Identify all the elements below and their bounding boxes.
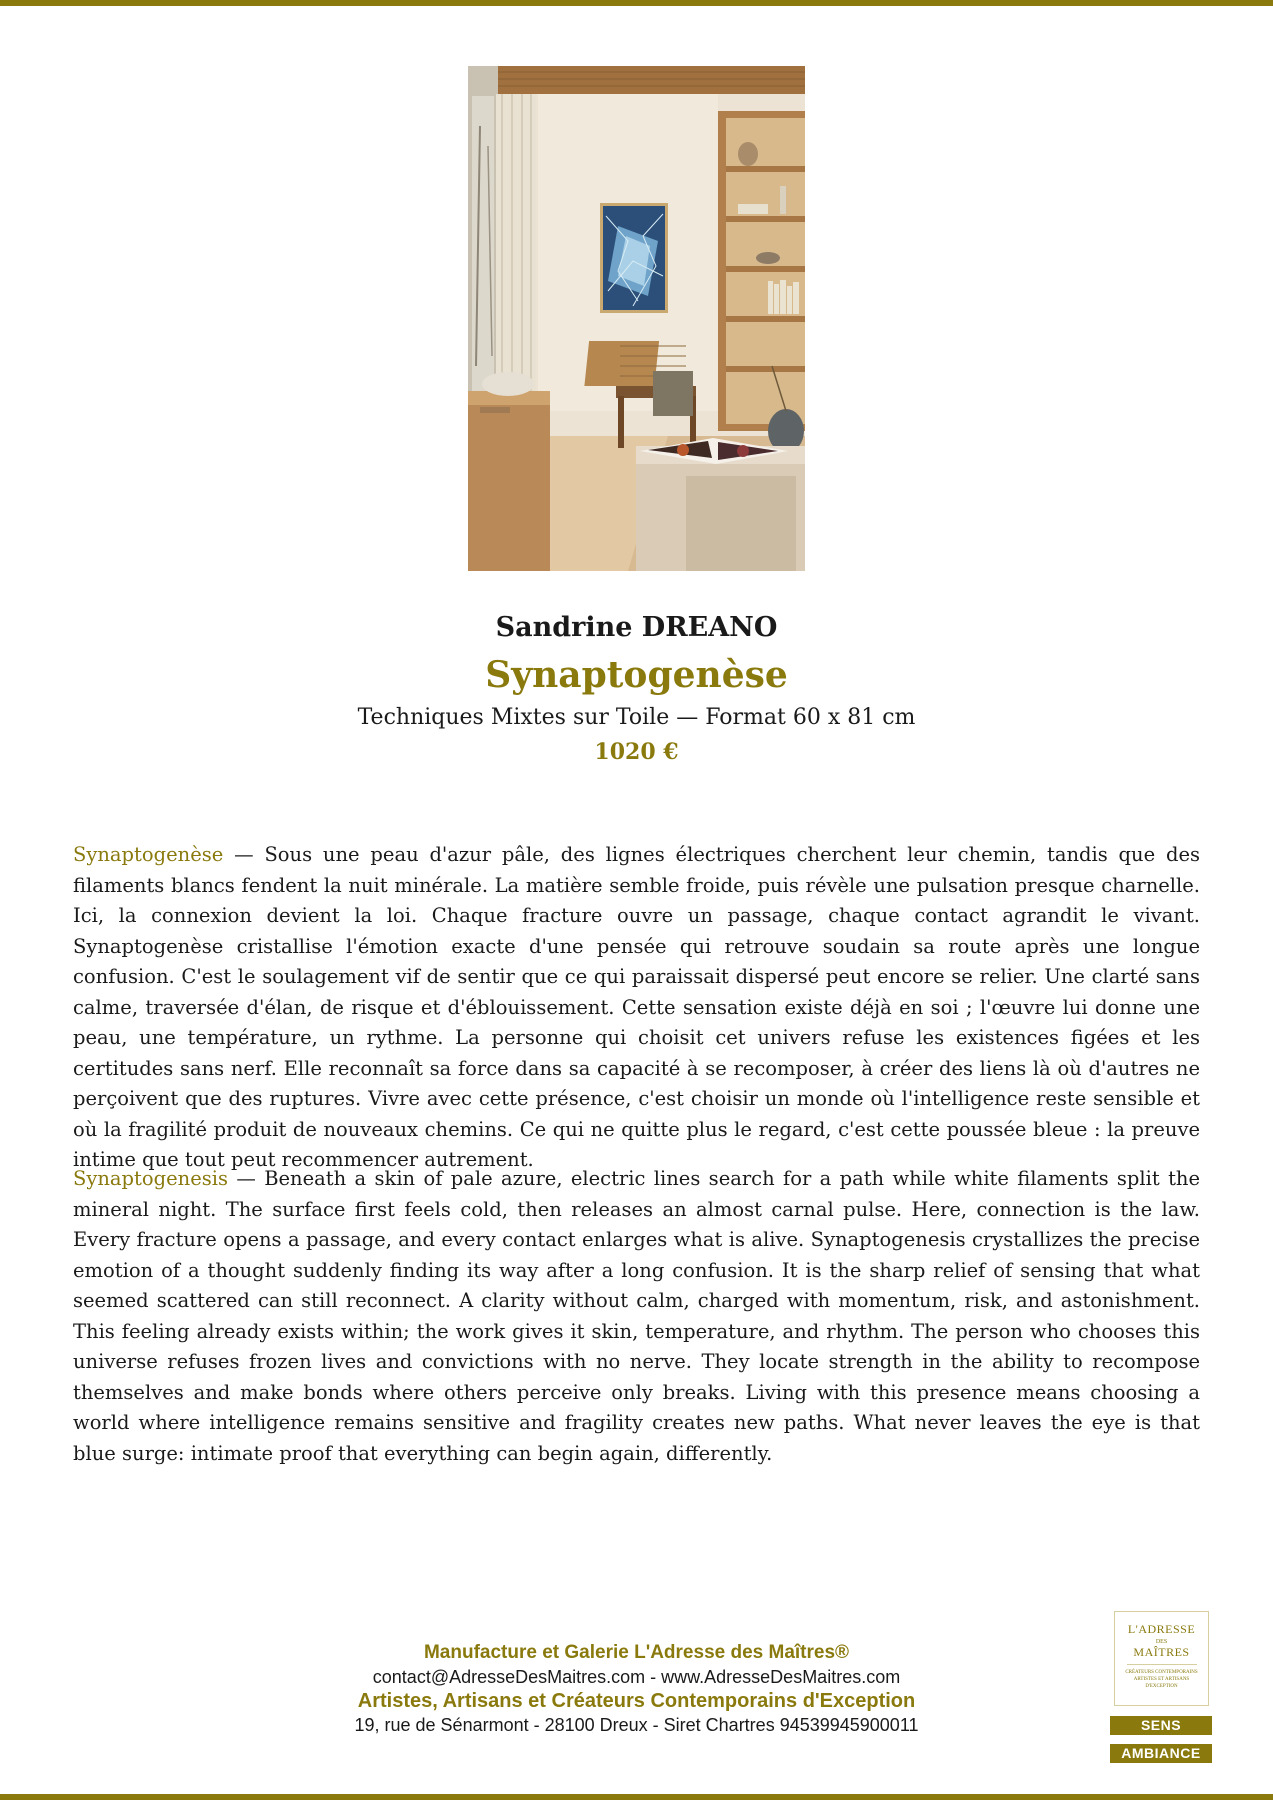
tag-ambiance: AMBIANCE <box>1110 1744 1212 1763</box>
logo-line-2: DES <box>1155 1639 1168 1645</box>
footer-contact: contact@AdresseDesMaitres.com - www.AdresseDesMaitres.com <box>372 1667 901 1687</box>
artwork-title: Synaptogenèse <box>485 654 788 696</box>
tag-sens: SENS <box>1110 1716 1212 1735</box>
logo-line-3: MAÎTRES <box>1133 1645 1190 1659</box>
description-french <box>73 840 1200 1176</box>
description-english <box>73 1164 1200 1469</box>
artwork-price: 1020 € <box>594 739 679 765</box>
artist-name: Sandrine DREANO <box>495 612 778 643</box>
footer-tagline: Artistes, Artisans et Créateurs Contemporains d'Exception <box>357 1690 916 1712</box>
logo-divider <box>1127 1664 1197 1665</box>
footer-address: 19, rue de Sénarmont - 28100 Dreux - Siret Chartres 94539945900011 <box>354 1715 919 1735</box>
logo-line-1: L'ADRESSE <box>1127 1622 1196 1636</box>
description-english-text: — Beneath a skin of pale azure, electric lines search for a path while white filaments split the mineral night. The surface first feels cold, then releases an almost carnal pulse. Here, connection is the law. Every fracture opens a passage, and every contact enlarges what is alive. Synaptogenesis crystallizes the precise emotion of a thought suddenly finding its way after a long confusion. It is the sharp relief of sensing that what seemed scattered can still reconnect. A clarity without calm, charged with momentum, risk, and astonishment. This feeling already exists within; the work gives it skin, temperature, and rhythm. The person who chooses this universe refuses frozen lives and convictions with no nerve. They locate strength in the ability to recompose themselves and make bonds where others perceive only breaks. Living with this presence means choosing a world where intelligence remains sensitive and fragility creates new paths. What never leaves the eye is that blue surge: intimate proof that everything can begin again, differently. <box>73 1167 1200 1465</box>
footer-gallery-name: Manufacture et Galerie L'Adresse des Maîtres® <box>423 1642 850 1663</box>
artwork-technique: Techniques Mixtes sur Toile — Format 60 x 81 cm <box>357 705 916 730</box>
artwork-room-photo <box>468 66 805 571</box>
gallery-logo <box>1114 1611 1209 1706</box>
bottom-accent-bar <box>0 1794 1273 1800</box>
footer <box>0 1641 1273 1737</box>
description-english-lead: Synaptogenesis <box>73 1167 228 1190</box>
description-french-text: — Sous une peau d'azur pâle, des lignes électriques cherchent leur chemin, tandis que des filaments blancs fendent la nuit minérale. La matière semble froide, puis révèle une pulsation presque charnelle. Ici, la connexion devient la loi. Chaque fracture ouvre un passage, chaque contact agrandit le vivant. Synaptogenèse cristallise l'émotion exacte d'une pensée qui retrouve soudain sa route après une longue confusion. C'est le soulagement vif de sentir que ce qui paraissait dispersé peut encore se relier. Une clarté sans calme, traversée d'élan, de risque et d'éblouissement. Cette sensation existe déjà en soi ; l'œuvre lui donne une peau, une température, un rythme. La personne qui choisit cet univers refuse les existences figées et les certitudes sans nerf. Elle reconnaît sa force dans sa capacité à se recomposer, à créer des liens là où d'autres ne perçoivent que des ruptures. Vivre avec cette présence, c'est choisir un monde où l'intelligence reste sensible et où la fragilité produit de nouveaux chemins. Ce qui ne quitte plus le regard, c'est cette poussée bleue : la preuve intime que tout peut recommencer autrement. <box>73 843 1200 1171</box>
description-french-lead: Synaptogenèse <box>73 843 224 866</box>
logo-line-4: CRÉATEURS CONTEMPORAINS ARTISTES ET ARTISANS D'EXCEPTION <box>1125 1670 1198 1689</box>
top-accent-bar <box>0 0 1273 6</box>
